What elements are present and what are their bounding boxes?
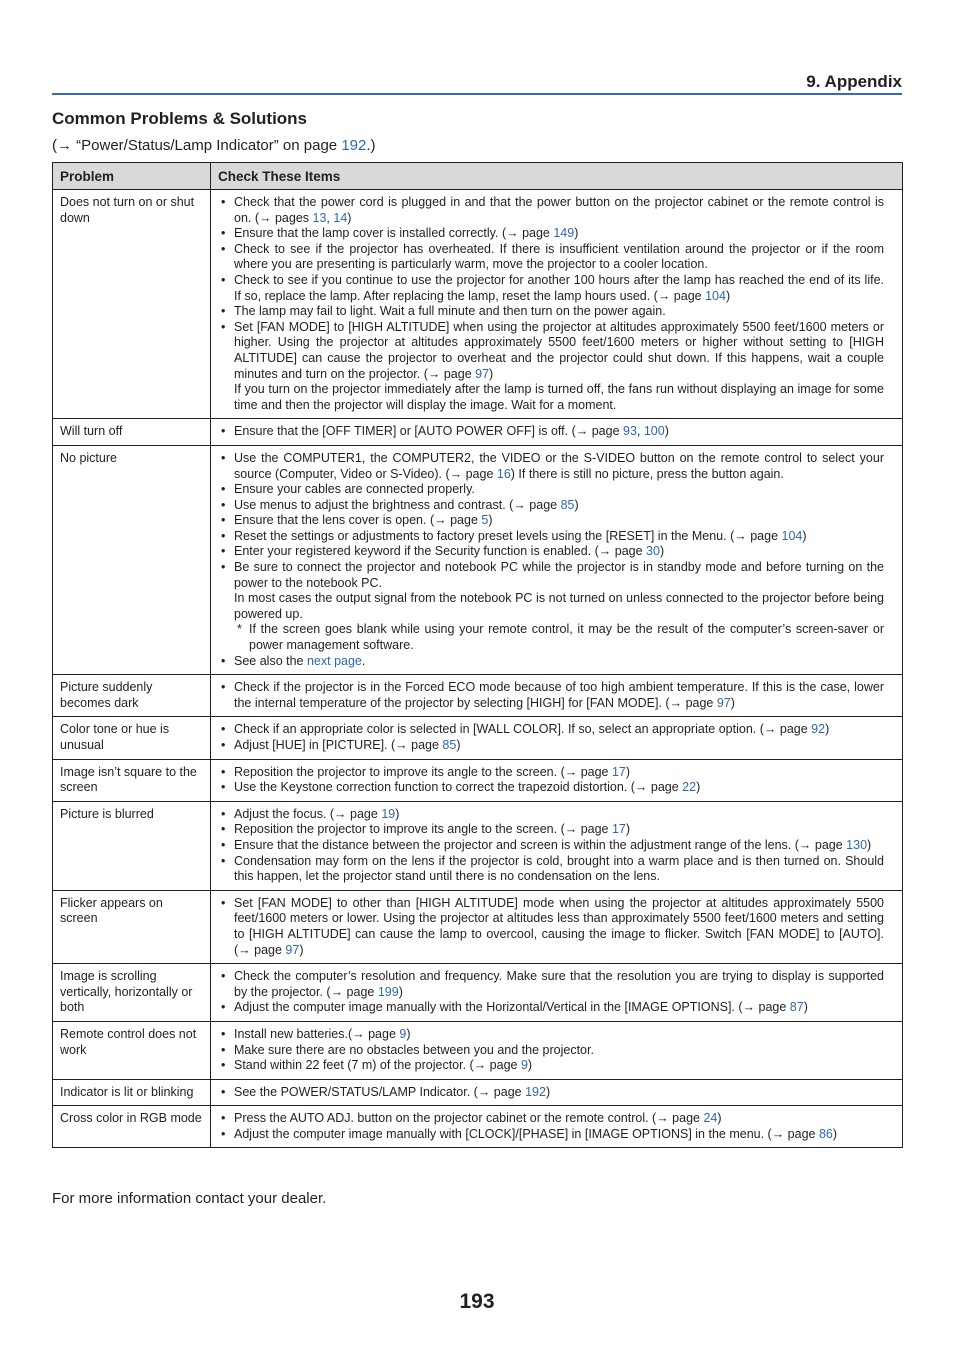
page-link[interactable]: 9 (520, 1058, 528, 1073)
checks-cell (211, 890, 903, 963)
check-item: • Adjust [HUE] in [PICTURE]. (→ page 85) (217, 738, 884, 754)
page-link[interactable]: 100 (643, 424, 665, 439)
problem-cell: Remote control does not work (53, 1021, 211, 1079)
table-row (53, 419, 903, 446)
check-item: • Ensure that the [OFF TIMER] or [AUTO POWER OFF] is off. (→ page 93, 100) (217, 424, 884, 440)
check-item: • Reposition the projector to improve its angle to the screen. (→ page 17) (217, 822, 884, 838)
check-item: • Stand within 22 feet (7 m) of the projector. (→ page 9) (217, 1058, 884, 1074)
page-link[interactable]: 86 (818, 1126, 833, 1141)
page-link[interactable]: 104 (705, 288, 726, 303)
problem-cell: Indicator is lit or blinking (53, 1079, 211, 1106)
table-header-row (53, 163, 903, 190)
check-item: • Check the computer’s resolution and frequency. Make sure that the resolution you are trying to display is supported by the projector. (→ page 199) (217, 969, 884, 1000)
page-link[interactable]: 17 (611, 764, 626, 779)
check-item: • Check if the projector is in the Forced ECO mode because of too high ambient temperature. If this is the case, lower the internal temperature of the projector by selecting [HIGH] for [FAN MODE]. (→ page 97) (217, 680, 884, 711)
check-item: • Check to see if you continue to use the projector for another 100 hours after the lamp has reached the end of its life. If so, replace the lamp. After replacing the lamp, reset the lamp hours used. (→ page 104) (217, 273, 884, 304)
problem-cell: Image is scrolling vertically, horizontally or both (53, 964, 211, 1022)
check-item: • Make sure there are no obstacles between you and the projector. (217, 1043, 884, 1059)
check-item: • Enter your registered keyword if the Security function is enabled. (→ page 30) (217, 544, 884, 560)
check-item-continuation: If you turn on the projector immediately after the lamp is turned off, the fans run without displaying an image for some time and then the projector will display the image. Wait for a moment. (234, 382, 884, 412)
problems-table (52, 162, 903, 1148)
problem-cell: Picture suddenly becomes dark (53, 675, 211, 717)
page-link[interactable]: 97 (716, 695, 731, 710)
problem-column-header: Problem (53, 163, 211, 190)
chapter-heading: 9. Appendix (806, 72, 902, 91)
page-link[interactable]: 24 (703, 1111, 718, 1126)
table-row (53, 445, 903, 674)
page-link[interactable]: 104 (781, 528, 803, 543)
page-link[interactable]: 13 (312, 210, 327, 225)
problem-cell: Will turn off (53, 419, 211, 446)
checks-cell (211, 190, 903, 419)
check-item: • Reposition the projector to improve its angle to the screen. (→ page 17) (217, 765, 884, 781)
checks-cell (211, 1079, 903, 1106)
checks-cell (211, 445, 903, 674)
page-link[interactable]: 97 (475, 366, 490, 381)
checks-cell (211, 1106, 903, 1148)
checks-cell (211, 801, 903, 890)
check-item-continuation: In most cases the output signal from the notebook PC is not turned on unless connected to the projector before being powered up. (234, 591, 884, 621)
check-item-see-also: • See also the next page. (217, 654, 884, 670)
check-item: • Ensure that the lamp cover is installed correctly. (→ page 149) (217, 226, 884, 242)
page-link[interactable]: 17 (611, 822, 626, 837)
check-item: • Be sure to connect the projector and notebook PC while the projector is in standby mode and before turning on the power to the notebook PC. (217, 560, 884, 591)
dealer-note: For more information contact your dealer. (52, 1190, 327, 1207)
check-item: • Check that the power cord is plugged in and that the power button on the projector cabinet or the remote control is on. (→ pages 13, 14) (217, 195, 884, 226)
table-row (53, 801, 903, 890)
check-item: • See the POWER/STATUS/LAMP Indicator. (→ page 192) (217, 1085, 884, 1101)
check-item: • Set [FAN MODE] to other than [HIGH ALTITUDE] mode when using the projector at altitudes approximately 5500 feet/1600 meters or lower. Using the projector at altitudes less than approximately 5500 feet/1600 meters and setting to [HIGH ALTITUDE] can cause the lamp to overcool, causing the image to flicker. Switch [FAN MODE] to [AUTO]. (→ page 97) (217, 896, 884, 958)
checks-cell (211, 675, 903, 717)
check-item-note: * If the screen goes blank while using your remote control, it may be the result of the computer’s screen-saver or power management software. (217, 622, 884, 653)
page-link[interactable]: 97 (285, 942, 300, 957)
check-item: • The lamp may fail to light. Wait a full minute and then turn on the power again. (217, 304, 884, 320)
header-rule (52, 93, 902, 95)
page-link[interactable]: 30 (646, 544, 660, 559)
next-page-link[interactable]: next page (306, 653, 362, 668)
section-title: Common Problems & Solutions (52, 109, 308, 128)
check-item: • Adjust the computer image manually with [CLOCK]/[PHASE] in [IMAGE OPTIONS] in the menu. (→ page 86) (217, 1127, 884, 1143)
page-link[interactable]: 149 (553, 226, 575, 241)
problem-cell: Color tone or hue is unusual (53, 717, 211, 759)
table-row (53, 1106, 903, 1148)
ref-prefix: (→ “Power/Status/Lamp Indicator” on page (52, 137, 342, 154)
problem-cell: Image isn’t square to the screen (53, 759, 211, 801)
check-item: • Ensure your cables are connected properly. (217, 482, 884, 498)
page-link[interactable]: 92 (811, 722, 826, 737)
ref-suffix: .) (366, 137, 376, 154)
check-item: • Reset the settings or adjustments to factory preset levels using the [RESET] in the Menu. (→ page 104) (217, 529, 884, 545)
page-link[interactable]: 87 (789, 1000, 804, 1015)
check-item: • Ensure that the distance between the projector and screen is within the adjustment range of the lens. (→ page 130) (217, 838, 884, 854)
table-row (53, 890, 903, 963)
check-item: • Use the COMPUTER1, the COMPUTER2, the VIDEO or the S-VIDEO button on the remote control to select your source (Computer, Video or S-Video). (→ page 16) If there is still no picture, press the button again. (217, 451, 884, 482)
page-link[interactable]: 16 (496, 466, 511, 481)
page-link[interactable]: 19 (381, 806, 396, 821)
page-link[interactable]: 85 (560, 497, 575, 512)
check-item: • Press the AUTO ADJ. button on the projector cabinet or the remote control. (→ page 24) (217, 1111, 884, 1127)
problem-cell: No picture (53, 445, 211, 674)
page-link[interactable]: 130 (846, 837, 868, 852)
page-link[interactable]: 192 (525, 1084, 546, 1099)
table-row (53, 759, 903, 801)
page-number: 193 (459, 1290, 495, 1313)
checks-cell (211, 759, 903, 801)
table-row (53, 717, 903, 759)
table-row (53, 1079, 903, 1106)
problem-cell: Picture is blurred (53, 801, 211, 890)
page-link[interactable]: 93 (623, 424, 637, 439)
page-link[interactable]: 22 (682, 780, 697, 795)
table-row (53, 964, 903, 1022)
table-row (53, 675, 903, 717)
check-item: • Check to see if the projector has overheated. If there is insufficient ventilation around the projector or if the room where you are presenting is particularly warm, move the projector to a cooler location. (217, 242, 884, 273)
page-link[interactable]: 85 (442, 738, 457, 752)
page-link[interactable]: 199 (377, 984, 399, 999)
check-item: • Adjust the focus. (→ page 19) (217, 807, 884, 823)
check-item: • Condensation may form on the lens if the projector is cold, brought into a warm place and is then turned on. Should this happen, let the projector stand until there is no condensation on the lens. (217, 854, 884, 885)
checks-cell (211, 964, 903, 1022)
problem-cell: Cross color in RGB mode (53, 1106, 211, 1148)
ref-page-link[interactable]: 192 (341, 137, 367, 154)
checks-cell (211, 1021, 903, 1079)
check-item: • Check if an appropriate color is selected in [WALL COLOR]. If so, select an appropriate option. (→ page 92) (217, 722, 884, 738)
check-item: • Install new batteries.(→ page 9) (217, 1027, 884, 1043)
check-item: • Set [FAN MODE] to [HIGH ALTITUDE] when using the projector at altitudes approximately 5500 feet/1600 meters or higher. Using the projector at altitudes approximately 5500 feet/1600 meters or higher without setting to [HIGH ALTITUDE] can cause the projector to overheat and the projector could shut down. If this happens, wait a couple minutes and turn on the projector. (→ page 97) (217, 320, 884, 382)
check-item: • Ensure that the lens cover is open. (→ page 5) (217, 513, 884, 529)
check-item: • Use the Keystone correction function to correct the trapezoid distortion. (→ page 22) (217, 780, 884, 796)
check-item: • Adjust the computer image manually with the Horizontal/Vertical in the [IMAGE OPTIONS]. (→ page 87) (217, 1000, 884, 1016)
page-link[interactable]: 5 (481, 513, 489, 528)
section-reference (52, 137, 376, 154)
problem-cell: Does not turn on or shut down (53, 190, 211, 419)
problem-cell: Flicker appears on screen (53, 890, 211, 963)
checks-column-header: Check These Items (211, 163, 903, 190)
table-row (53, 190, 903, 419)
page-link[interactable]: 14 (333, 210, 348, 225)
check-item: • Use menus to adjust the brightness and contrast. (→ page 85) (217, 498, 884, 514)
table-row (53, 1021, 903, 1079)
page-link[interactable]: 9 (399, 1026, 407, 1041)
checks-cell (211, 717, 903, 759)
checks-cell (211, 419, 903, 446)
